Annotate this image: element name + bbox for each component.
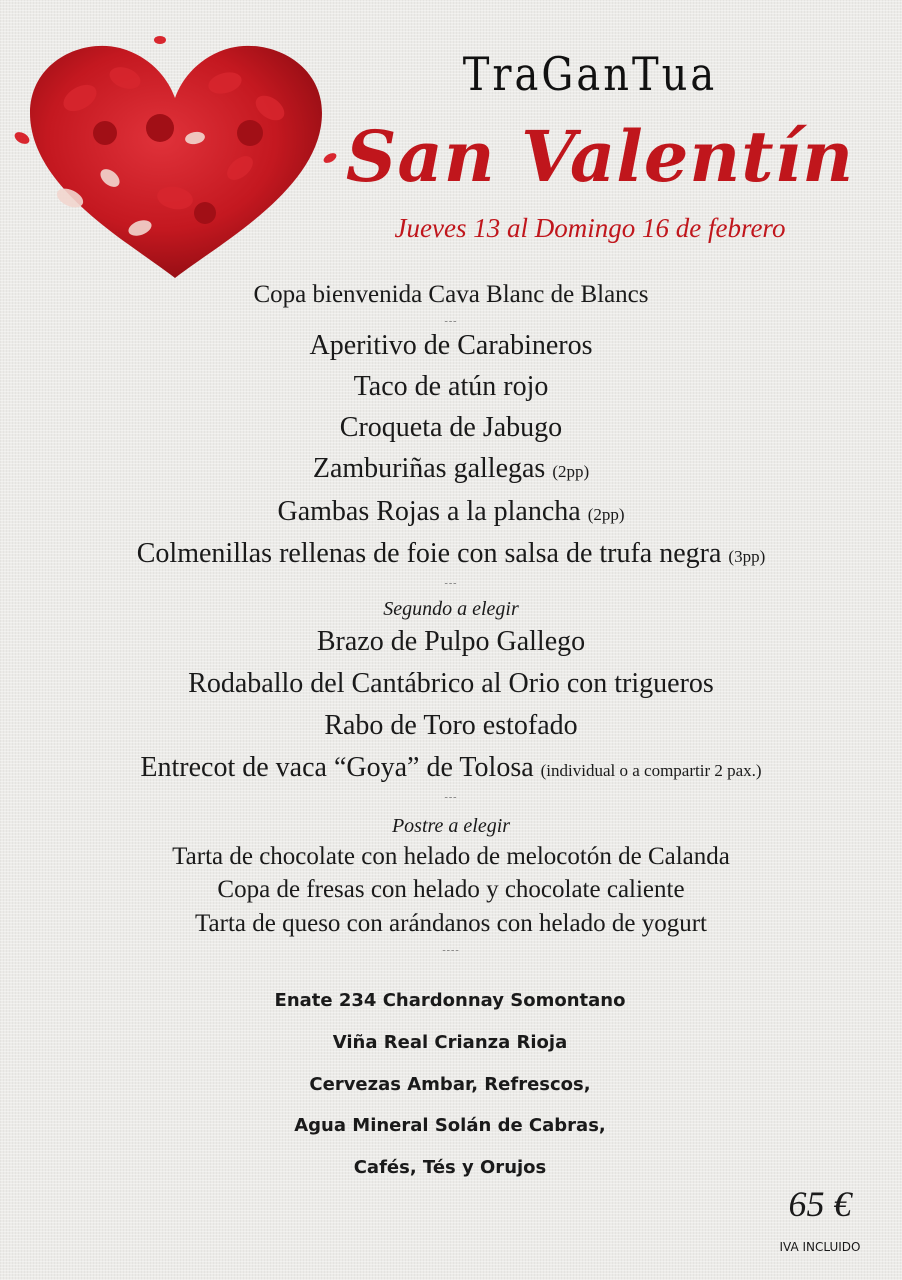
event-dates: Jueves 13 al Domingo 16 de febrero [394,213,786,243]
menu-price: 65 € [788,1184,852,1224]
separator: --- [444,792,458,803]
separator: ---- [442,945,460,956]
welcome-drink: Copa bienvenida Cava Blanc de Blancs [253,281,649,308]
restaurant-logo: TraGanTua [462,48,718,102]
menu-item: Taco de atún rojo [353,371,549,402]
menu-item: Aperitivo de Carabineros [309,330,593,361]
dessert-item: Tarta de chocolate con helado de melocotón de Calanda [172,843,730,870]
menu-item: Zamburiñas gallegas (2pp) [312,453,590,484]
section-heading-dessert: Postre a elegir [391,815,511,837]
portion-note: (3pp) [728,547,766,566]
drink-item: Enate 234 Chardonnay Somontano [274,990,626,1011]
section-heading-second: Segundo a elegir [383,598,519,620]
separator: --- [444,316,458,327]
separator: --- [444,578,458,589]
menu-item: Rodaballo del Cantábrico al Orio con trigueros [188,668,714,699]
dessert-item: Tarta de queso con arándanos con helado de yogurt [195,910,707,937]
menu-item: Entrecot de vaca “Goya” de Tolosa (individual o a compartir 2 pax.) [140,752,762,783]
drink-item: Viña Real Crianza Rioja [332,1032,568,1053]
rose-petal-heart-icon [10,28,340,288]
menu-item: Rabo de Toro estofado [324,710,578,741]
portion-note: (2pp) [587,505,625,524]
menu-item: Croqueta de Jabugo [339,412,563,443]
dessert-item: Copa de fresas con helado y chocolate caliente [217,876,685,903]
drink-item: Cafés, Tés y Orujos [353,1157,547,1178]
menu-item: Gambas Rojas a la plancha (2pp) [277,496,625,527]
menu-item: Colmenillas rellenas de foie con salsa de trufa negra (3pp) [136,538,766,569]
drink-item: Cervezas Ambar, Refrescos, [309,1074,591,1095]
event-title: San Valentín [345,115,855,198]
portion-note: (individual o a compartir 2 pax.) [540,761,762,780]
drink-item: Agua Mineral Solán de Cabras, [294,1115,606,1136]
menu-item: Brazo de Pulpo Gallego [316,626,586,657]
portion-note: (2pp) [552,462,590,481]
tax-note: IVA INCLUIDO [779,1240,861,1254]
